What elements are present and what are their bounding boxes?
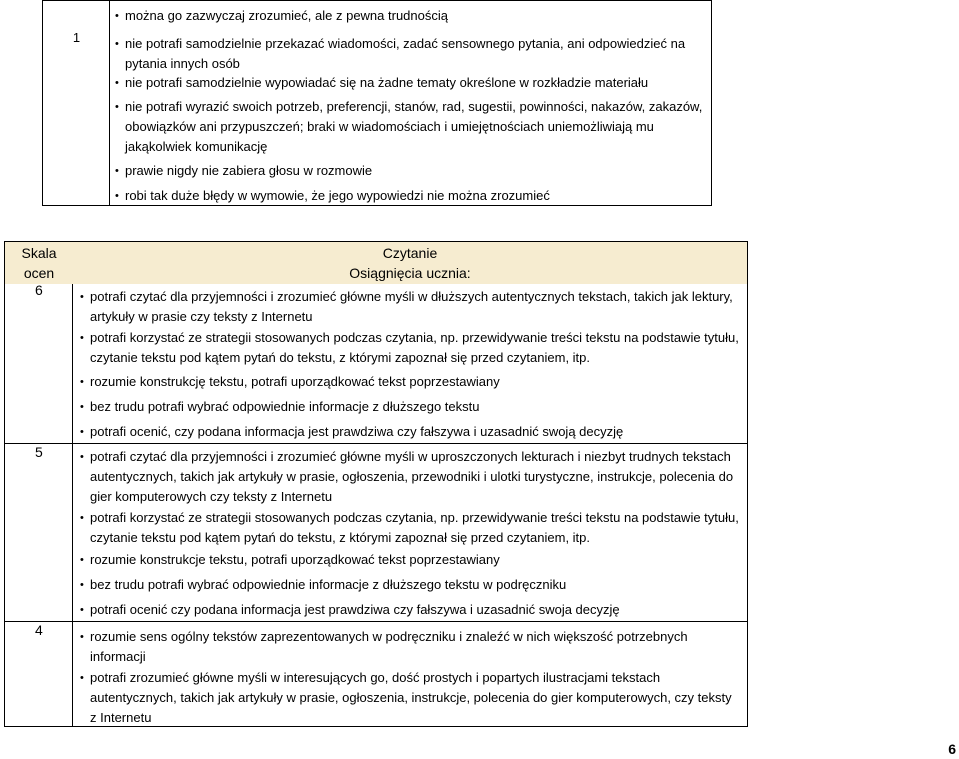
reading-title: Czytanie [382, 245, 438, 261]
list-item: • potrafi zrozumieć główne myśli w interesujących go, dość prostych i popartych ilustracjami tekstach autentycznych, takich jak artykuły w prasie, ogłoszenia, instrukcje, polecenia do gier komputerowych, czy teksty z Internetu [80, 670, 732, 725]
bullet-icon: • [115, 165, 119, 177]
scale-header: Skala ocen [5, 242, 73, 284]
list-item: • robi tak duże błędy w wymowie, że jego wypowiedzi nie można zrozumieć [125, 186, 710, 206]
list-item: • rozumie sens ogólny tekstów zaprezentowanych w podręczniku i znaleźć w nich większość potrzebnych informacji [80, 629, 688, 664]
bullet-icon: • [80, 579, 84, 591]
list-item: • bez trudu potrafi wybrać odpowiednie informacje z dłuższego tekstu [90, 397, 740, 417]
bullet-icon: • [115, 77, 119, 89]
grade-6-label: 6 [35, 282, 43, 298]
reading-table [4, 241, 748, 727]
list-item: • można go zazwyczaj zrozumieć, ale z pewna trudnością [125, 6, 710, 26]
list-item: • potrafi czytać dla przyjemności i zrozumieć główne myśli w dłuższych autentycznych tekstach, takich jak lektury, artykuły w prasie czy teksty z Internetu [80, 289, 733, 324]
bullet-icon: • [80, 672, 84, 684]
list-item: • nie potrafi samodzielnie wypowiadać się na żadne tematy określone w rozkładzie materiału [125, 73, 710, 93]
bullet-icon: • [80, 291, 84, 303]
bullet-icon: • [80, 604, 84, 616]
bullet-icon: • [80, 451, 84, 463]
grade-4-label: 4 [35, 622, 43, 638]
scale-column [5, 242, 73, 726]
list-item: • rozumie konstrukcję tekstu, potrafi uporządkować tekst poprzestawiany [90, 372, 740, 392]
list-item: • nie potrafi wyrazić swoich potrzeb, preferencji, stanów, rad, sugestii, powinności, nakazów, zakazów, obowiązków ani przypuszczeń; braki w wiadomościach i umiejętnościach uniemożliwiają mu jakąkolwiek komunikację [115, 99, 703, 154]
scale-column [43, 1, 110, 205]
list-item: • potrafi ocenić czy podana informacja jest prawdziwa czy fałszywa i uzasadnić swoja decyzję [90, 600, 740, 620]
row-divider [5, 443, 747, 444]
grade-5-label: 5 [35, 444, 43, 460]
section-title [73, 242, 747, 283]
bullet-icon: • [115, 190, 119, 202]
bullet-icon: • [80, 554, 84, 566]
bullet-icon: • [115, 101, 119, 113]
list-item: • potrafi ocenić, czy podana informacja jest prawdziwa czy fałszywa i uzasadnić swoją decyzję [90, 422, 740, 442]
bullet-icon: • [80, 401, 84, 413]
top-grade-table [42, 0, 712, 206]
page-number: 6 [948, 741, 956, 757]
list-item: • potrafi korzystać ze strategii stosowanych podczas czytania, np. przewidywanie treści tekstu na podstawie tytułu, czytanie tekstu pod kątem pytań do tekstu, z którymi zapoznał się przed czytaniem, itp. [80, 510, 739, 545]
achievements-subtitle: Osiągnięcia ucznia: [349, 265, 471, 281]
bullet-icon: • [80, 426, 84, 438]
row-divider [5, 621, 747, 622]
list-item: • rozumie konstrukcje tekstu, potrafi uporządkować tekst poprzestawiany [90, 550, 740, 570]
bullet-icon: • [80, 631, 84, 643]
bullet-icon: • [80, 512, 84, 524]
bullet-icon: • [115, 38, 119, 50]
list-item: • potrafi czytać dla przyjemności i zrozumieć główne myśli w uproszczonych lekturach i niezbyt trudnych tekstach autentycznych, takich jak artykuły w prasie, ogłoszenia, przewodniki i ulotki turystyczne, instrukcje, polecenia do gier komputerowych czy teksty z Internetu [80, 449, 734, 504]
bullet-icon: • [80, 332, 84, 344]
list-item: • potrafi korzystać ze strategii stosowanych podczas czytania, np. przewidywanie treści tekstu na podstawie tytułu, czytanie tekstu pod kątem pytań do tekstu, z którymi zapoznał się przed czytaniem, itp. [80, 330, 739, 365]
bullet-icon: • [80, 376, 84, 388]
scale-value: 1 [72, 30, 81, 45]
list-item: • bez trudu potrafi wybrać odpowiednie informacje z dłuższego tekstu w podręczniku [90, 575, 740, 595]
list-item: • nie potrafi samodzielnie przekazać wiadomości, zadać sensownego pytania, ani odpowiedzieć na pytania innych osób [115, 36, 686, 71]
bullet-icon: • [115, 10, 119, 22]
list-item: • prawie nigdy nie zabiera głosu w rozmowie [125, 161, 710, 181]
